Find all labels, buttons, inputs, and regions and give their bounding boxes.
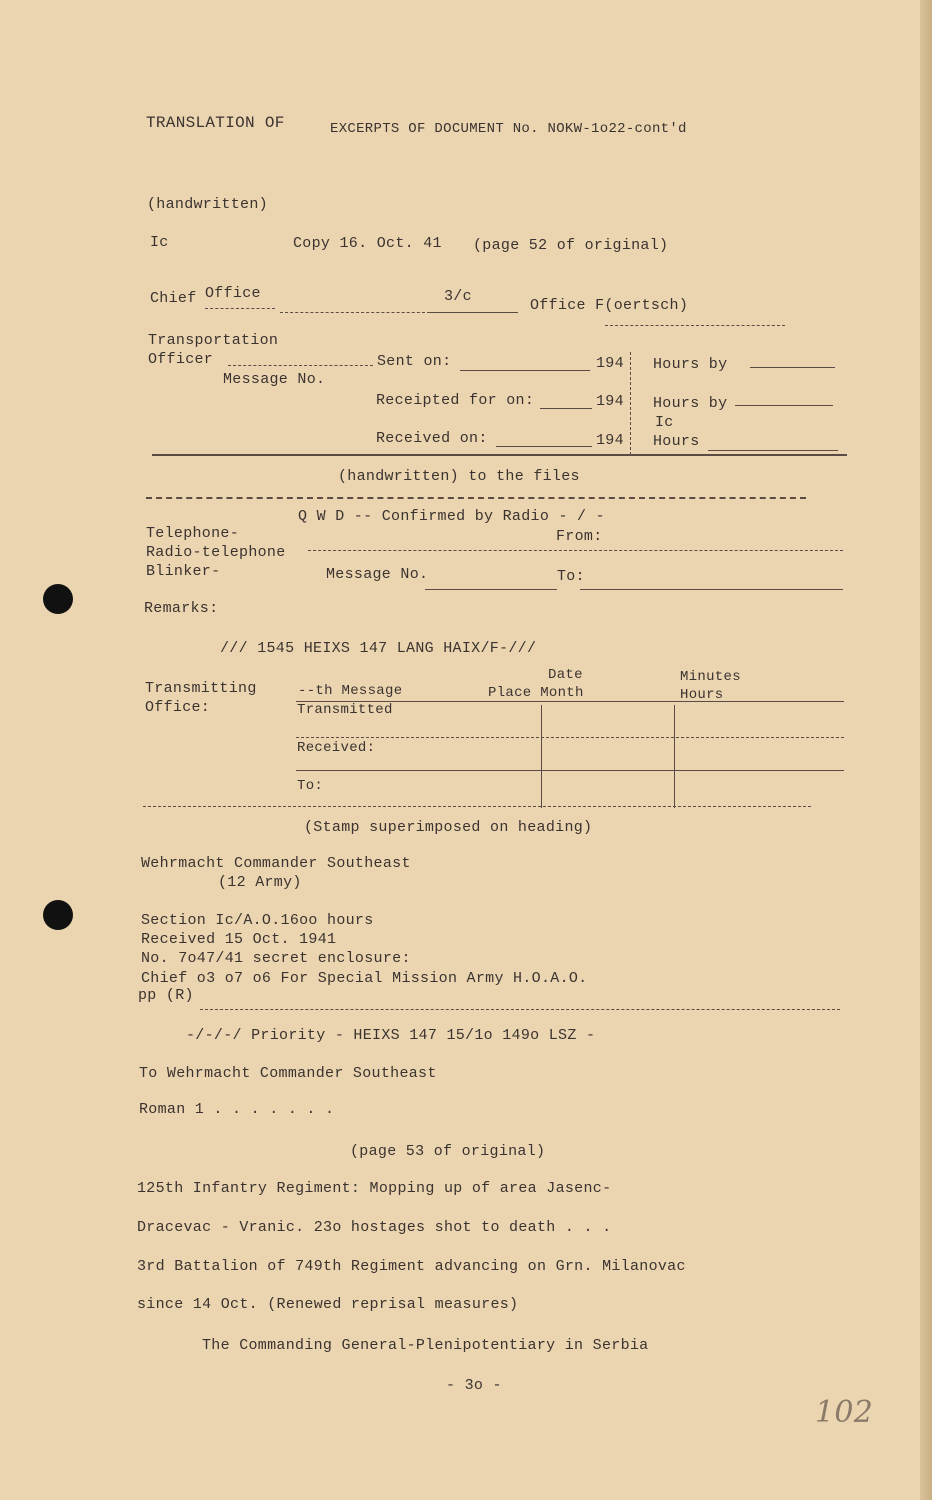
field-line xyxy=(228,365,373,366)
qwd-line: Q W D -- Confirmed by Radio - / - xyxy=(298,508,605,525)
field-line xyxy=(708,450,838,451)
page-edge xyxy=(920,0,932,1500)
transmitted-row: Transmitted xyxy=(297,702,393,718)
th-message-header: --th Message xyxy=(298,683,403,699)
to-files-note: (handwritten) to the files xyxy=(338,468,580,485)
officer-label: Officer xyxy=(148,351,214,368)
section-rule xyxy=(152,454,847,456)
year-field: 194 xyxy=(596,393,624,410)
roman-line: Roman 1 . . . . . . . xyxy=(139,1101,335,1118)
field-line xyxy=(430,312,518,313)
received-row: Received: xyxy=(297,740,376,756)
page-reference: (page 53 of original) xyxy=(350,1143,546,1160)
field-line xyxy=(205,308,275,309)
body-paragraph-line: since 14 Oct. (Renewed reprisal measures) xyxy=(137,1296,519,1313)
recipient-line: To Wehrmacht Commander Southeast xyxy=(139,1065,437,1082)
stamp-line: Section Ic/A.O.16oo hours xyxy=(141,912,374,929)
office-f-label: Office F(oertsch) xyxy=(530,297,689,314)
year-field: 194 xyxy=(596,355,624,372)
field-line xyxy=(580,589,843,590)
date-header: Date xyxy=(548,667,583,683)
field-line xyxy=(735,405,833,406)
stamp-line: (12 Army) xyxy=(218,874,302,891)
copy-date: Copy 16. Oct. 41 xyxy=(293,235,442,252)
blinker-label: Blinker- xyxy=(146,563,221,580)
handwritten-page-mark: 102 xyxy=(815,1395,874,1430)
page-number: - 3o - xyxy=(446,1377,502,1394)
ic-sublabel: Ic xyxy=(655,414,674,431)
transport-label: Transportation xyxy=(148,332,279,349)
signature-line: The Commanding General-Plenipotentiary in Serbia xyxy=(202,1337,649,1354)
doc-title: EXCERPTS OF DOCUMENT No. NOKW-1o22-cont'd xyxy=(330,121,687,137)
field-line xyxy=(308,550,843,551)
field-line xyxy=(280,312,430,313)
body-paragraph-line: 125th Infantry Regiment: Mopping up of area Jasenc- xyxy=(137,1180,612,1197)
code-line: /// 1545 HEIXS 147 LANG HAIX/F-/// xyxy=(220,640,537,657)
office-value: 3/c xyxy=(444,288,472,305)
table-rule xyxy=(296,737,844,738)
body-paragraph-line: Dracevac - Vranic. 23o hostages shot to death . . . xyxy=(137,1219,612,1236)
stamp-line: pp (R) xyxy=(138,987,194,1004)
handwritten-note: (handwritten) xyxy=(147,196,268,213)
chief-label: Chief xyxy=(150,290,197,307)
field-line xyxy=(605,325,785,326)
field-line xyxy=(750,367,835,368)
dashed-separator xyxy=(200,1009,840,1010)
office-label: Office xyxy=(205,285,261,302)
hours-header: Hours xyxy=(680,687,724,703)
stamp-line: No. 7o47/41 secret enclosure: xyxy=(141,950,411,967)
hours-label: Hours xyxy=(653,433,700,450)
table-column-divider xyxy=(674,705,675,808)
field-line xyxy=(496,446,592,447)
hours-by-label: Hours by xyxy=(653,356,728,373)
from-label: From: xyxy=(556,528,603,545)
stamp-line: Wehrmacht Commander Southeast xyxy=(141,855,411,872)
field-line xyxy=(460,370,590,371)
stamp-line: Chief o3 o7 o6 For Special Mission Army H.O.A.O. xyxy=(141,970,588,987)
field-line xyxy=(425,589,557,590)
minutes-header: Minutes xyxy=(680,669,741,685)
message-no-label: Message No. xyxy=(326,566,429,583)
message-no-label: Message No. xyxy=(223,371,326,388)
receipted-for-label: Receipted for on: xyxy=(376,392,535,409)
hours-by-label: Hours by xyxy=(653,395,728,412)
stamp-line: Received 15 Oct. 1941 xyxy=(141,931,337,948)
body-paragraph-line: 3rd Battalion of 749th Regiment advancing on Grn. Milanovac xyxy=(137,1258,686,1275)
priority-line: -/-/-/ Priority - HEIXS 147 15/1o 149o LSZ - xyxy=(186,1027,596,1044)
table-rule xyxy=(296,770,844,771)
table-column-divider xyxy=(541,705,542,808)
punch-hole-icon xyxy=(43,584,73,614)
sent-on-label: Sent on: xyxy=(377,353,452,370)
transmitting-label: Transmitting xyxy=(145,680,257,697)
page-reference: (page 52 of original) xyxy=(473,237,669,254)
radiotelephone-label: Radio-telephone xyxy=(146,544,286,561)
punch-hole-icon xyxy=(43,900,73,930)
to-row: To: xyxy=(297,778,324,794)
to-label: To: xyxy=(557,568,585,585)
field-line xyxy=(540,408,592,409)
dashed-separator xyxy=(146,497,806,499)
ic-label: Ic xyxy=(150,234,169,251)
year-field: 194 xyxy=(596,432,624,449)
place-month-header: Place Month xyxy=(488,685,584,701)
remarks-label: Remarks: xyxy=(144,600,219,617)
received-on-label: Received on: xyxy=(376,430,488,447)
doc-title-prefix: TRANSLATION OF xyxy=(146,114,285,132)
column-divider xyxy=(630,352,631,455)
telephone-label: Telephone- xyxy=(146,525,240,542)
office-colon-label: Office: xyxy=(145,699,211,716)
stamp-note: (Stamp superimposed on heading) xyxy=(304,819,593,836)
table-rule xyxy=(143,806,811,807)
